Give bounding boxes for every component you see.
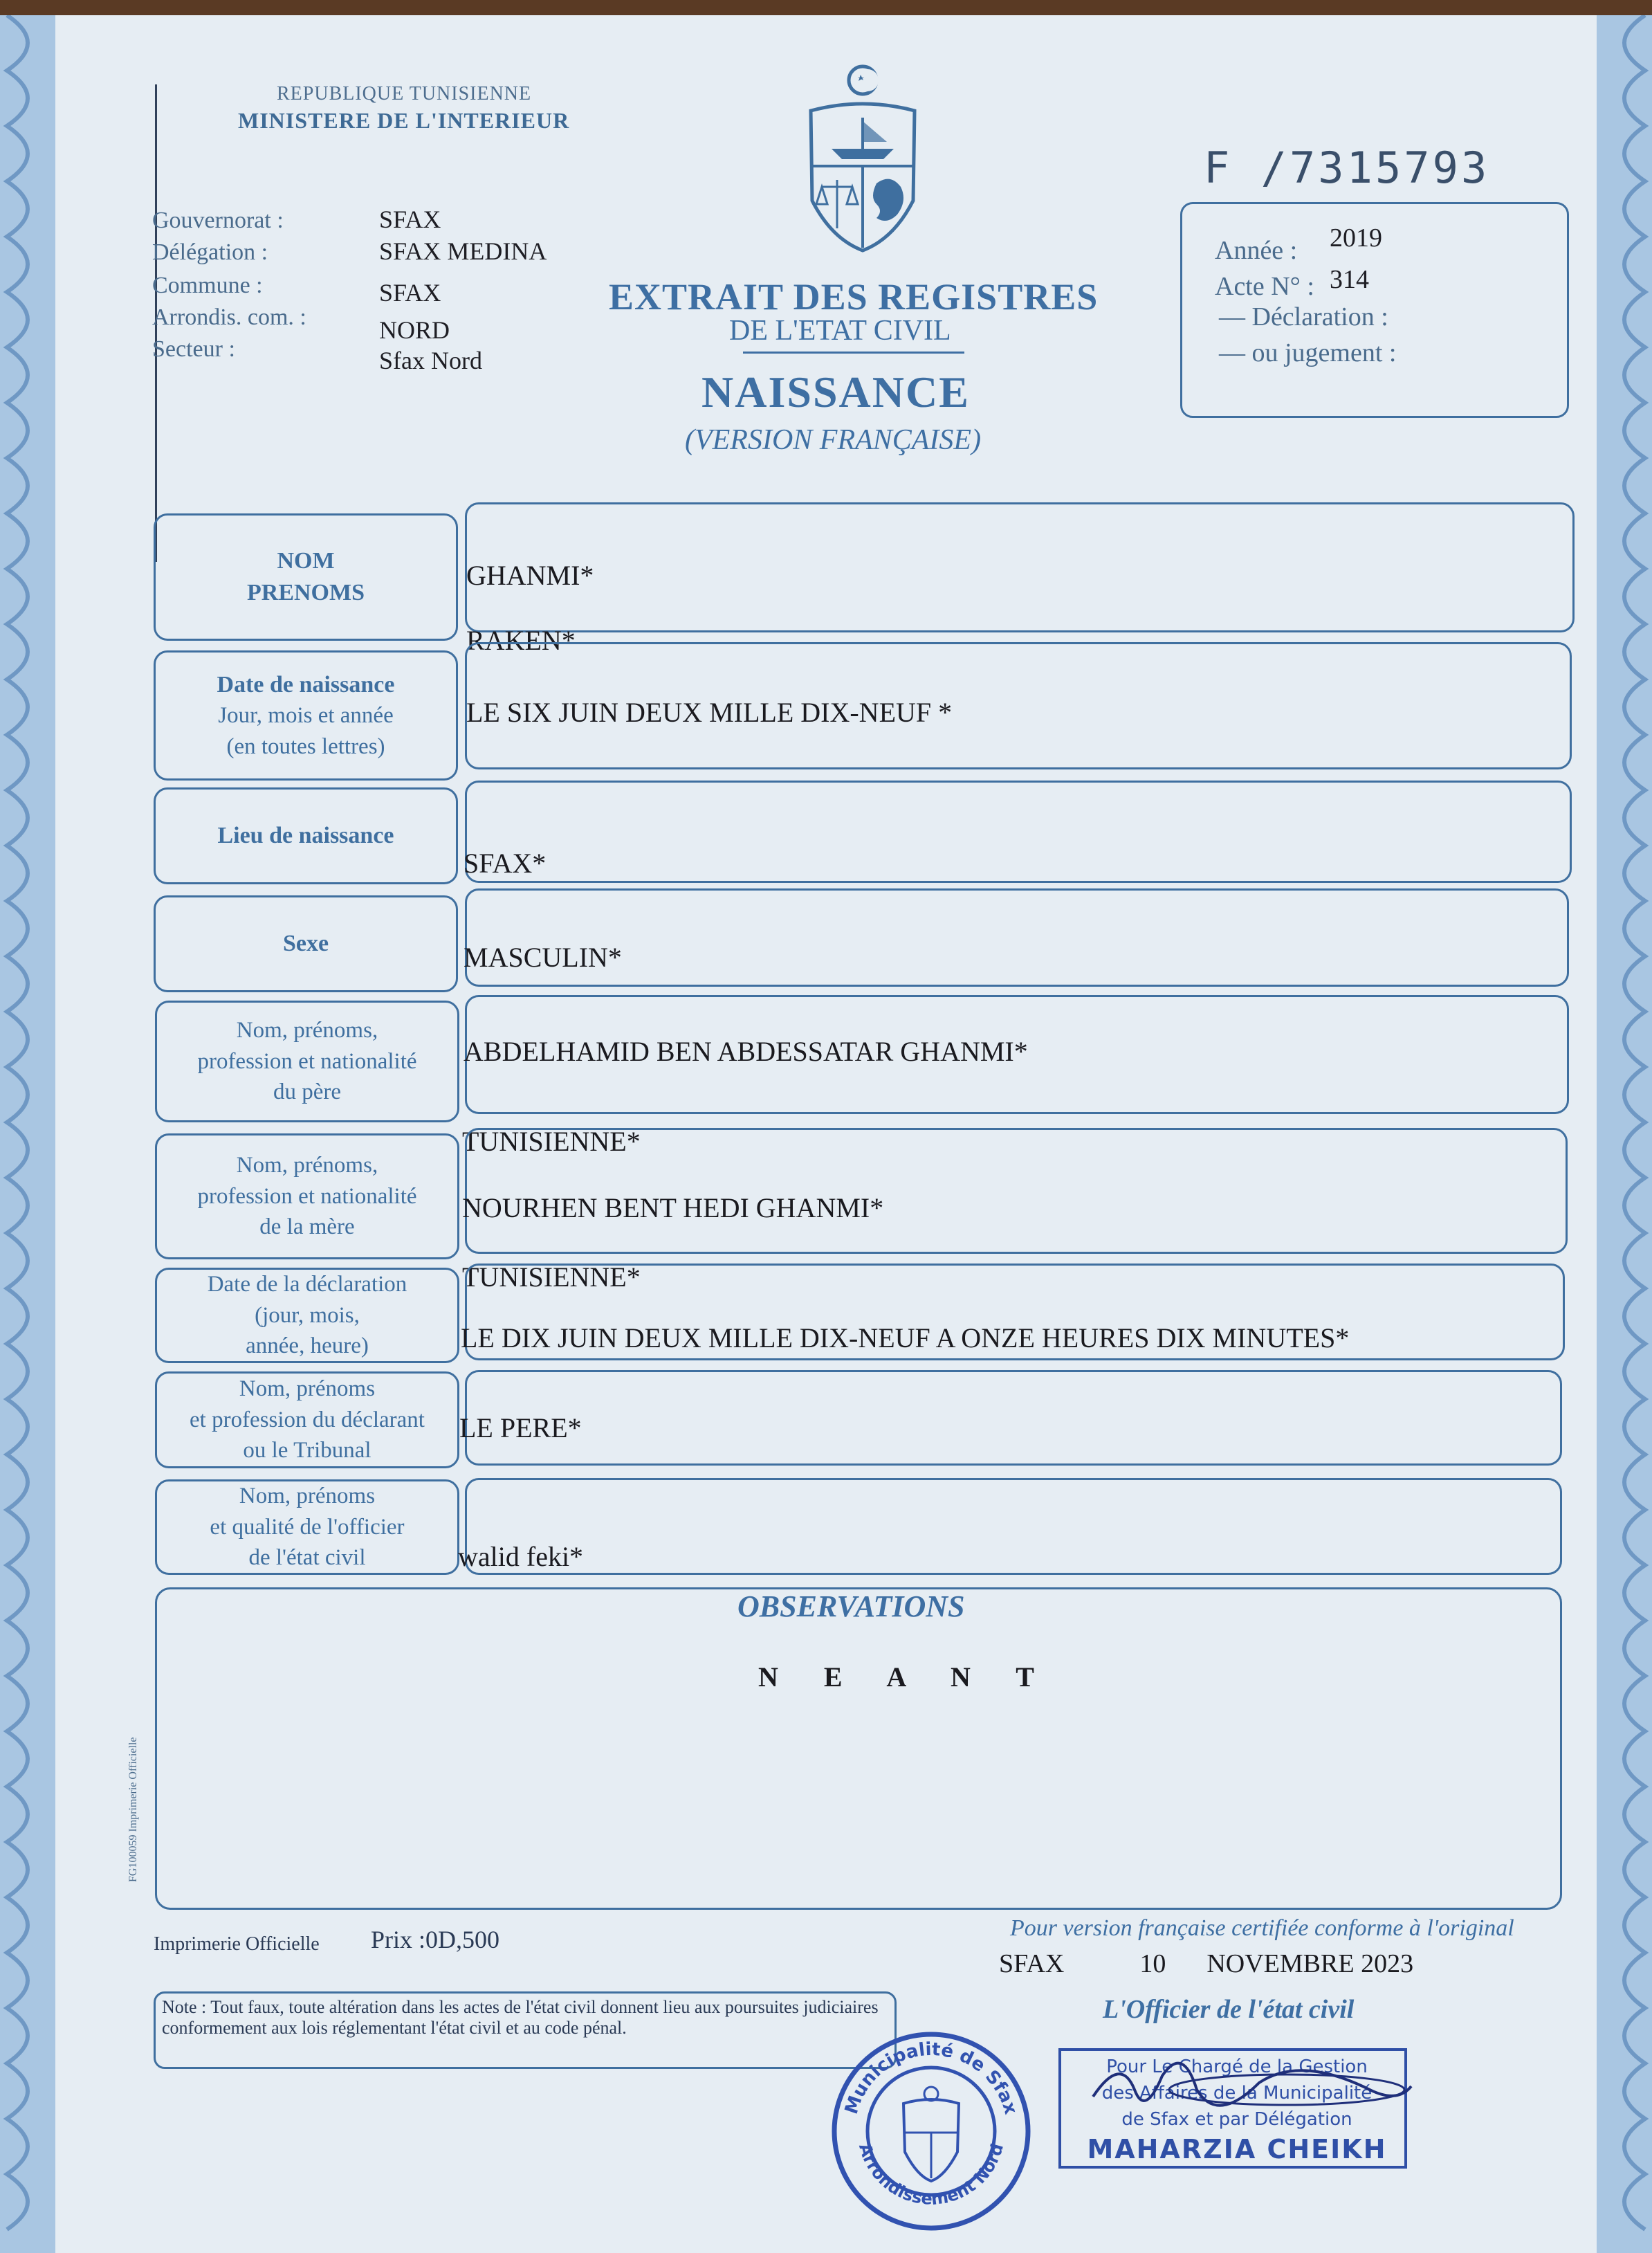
stamp-line1: Pour Le Chargé de la Gestion: [1106, 2056, 1368, 2077]
gouvernorat-value: SFAX: [379, 206, 441, 233]
handwritten-signature: [1079, 2048, 1425, 2131]
ministry-heading: MINISTERE DE L'INTERIEUR: [238, 108, 570, 133]
sex-label: Sexe: [282, 931, 329, 957]
father-value: ABDELHAMID BEN ABDESSATAR GHANMI*: [464, 1036, 1028, 1067]
dob-label-cell: [154, 650, 458, 781]
annee-label: Année :: [1215, 236, 1298, 265]
prenoms-value: RAKEN*: [466, 625, 576, 656]
officer-value-cell: [465, 1478, 1562, 1575]
gouvernorat-label: Gouvernorat :: [152, 208, 284, 233]
secteur-value: Sfax Nord: [379, 347, 482, 374]
acte-label: Acte N° :: [1215, 272, 1314, 301]
prenoms-label: PRENOMS: [247, 580, 365, 605]
left-guilloche-border: [0, 15, 55, 2253]
republic-heading: REPUBLIQUE TUNISIENNE: [277, 83, 532, 104]
document-subtitle: DE L'ETAT CIVIL: [729, 315, 951, 347]
certification-text: Pour version française certifiée conforme à l'original: [1010, 1915, 1514, 1941]
birthplace-value: SFAX*: [464, 848, 547, 879]
commune-value: SFAX: [379, 279, 441, 307]
father-label-cell: [155, 1001, 459, 1122]
observations-title: OBSERVATIONS: [737, 1589, 965, 1623]
observations-box: [155, 1587, 1562, 1910]
officer-value: walid feki*: [458, 1541, 584, 1572]
mother-label-line3: de la mère: [259, 1214, 355, 1240]
officer-label-line1: Nom, prénoms: [239, 1484, 376, 1509]
stamp-line2: des Affaires de la Municipalité: [1101, 2083, 1373, 2104]
mother-value: NOURHEN BENT HEDI GHANMI*: [462, 1192, 884, 1223]
dob-label-title: Date de naissance: [217, 671, 395, 697]
birthplace-value-cell: [465, 781, 1572, 883]
seal-top-text: Municipalité de Sfax: [841, 2038, 1021, 2117]
arrondissement-value: NORD: [379, 316, 450, 344]
mother-label-cell: [155, 1133, 459, 1259]
father-nationality: TUNISIENNE*: [462, 1126, 641, 1157]
document-type: NAISSANCE: [701, 367, 970, 417]
sex-value: MASCULIN*: [464, 942, 622, 973]
delegation-value: SFAX MEDINA: [379, 237, 547, 265]
title-underline: [743, 352, 964, 354]
side-print-code: FG100059 Imprimerie Officielle: [127, 1737, 139, 1882]
issue-day: 10: [1139, 1949, 1166, 1978]
stamp-officer-name: MAHARZIA CHEIKH: [1087, 2134, 1387, 2164]
mother-label-line1: Nom, prénoms,: [236, 1153, 378, 1178]
officer-label-cell: [155, 1479, 459, 1575]
price-label: Prix :0D,500: [371, 1926, 500, 1953]
nom-prenoms-label-cell: [154, 513, 458, 641]
coat-of-arms-icon: [797, 62, 928, 256]
mother-label-line2: profession et nationalité: [197, 1183, 417, 1209]
father-label-line3: du père: [273, 1079, 342, 1105]
declaration-date-label-line1: Date de la déclaration: [207, 1272, 407, 1297]
officer-signature-title: L'Officier de l'état civil: [1103, 1995, 1355, 2024]
imprimerie-label: Imprimerie Officielle: [154, 1933, 320, 1955]
declarant-value-cell: [465, 1370, 1562, 1466]
delegation-label: Délégation :: [152, 239, 268, 265]
declarant-label-line1: Nom, prénoms: [239, 1376, 376, 1402]
nom-prenoms-value-cell: [465, 502, 1575, 632]
dob-label-subtitle: Jour, mois et année: [218, 703, 394, 729]
legal-note-text: Note : Tout faux, toute altération dans les actes de l'état civil donnent lieu aux poursuites judiciaires conformement aux lois réglementant l'état civil et au code pénal.: [162, 1997, 879, 2038]
birthplace-label: Lieu de naissance: [217, 823, 394, 849]
issue-month-year: NOVEMBRE 2023: [1206, 1949, 1414, 1978]
municipal-seal-icon: [827, 2027, 1035, 2235]
officer-label-line3: de l'état civil: [248, 1545, 366, 1571]
jugement-label: — ou jugement :: [1219, 338, 1397, 367]
dob-value: LE SIX JUIN DEUX MILLE DIX-NEUF *: [466, 697, 953, 728]
declaration-date-label-line3: année, heure): [246, 1333, 369, 1359]
sex-label-cell: [154, 895, 458, 992]
observations-value: N E A N T: [758, 1661, 1054, 1693]
document-version: (VERSION FRANÇAISE): [685, 424, 982, 456]
father-label-line1: Nom, prénoms,: [236, 1018, 378, 1043]
commune-label: Commune :: [152, 273, 263, 298]
father-label-line2: profession et nationalité: [197, 1048, 417, 1074]
declaration-date-label-cell: [155, 1268, 459, 1363]
declaration-label: — Déclaration :: [1219, 302, 1388, 331]
document-title: EXTRAIT DES REGISTRES: [609, 276, 1099, 318]
secteur-label: Secteur :: [152, 336, 235, 362]
dob-label-note: (en toutes lettres): [226, 733, 385, 759]
declaration-date-label-line2: (jour, mois,: [255, 1302, 360, 1328]
seal-bottom-text: Arrondissement Nord: [854, 2141, 1007, 2209]
declarant-value: LE PERE*: [459, 1412, 582, 1443]
sex-value-cell: [465, 888, 1569, 987]
annee-value: 2019: [1330, 224, 1382, 253]
nom-value: GHANMI*: [466, 560, 594, 591]
issue-date: [999, 1949, 1413, 1979]
declarant-label-line3: ou le Tribunal: [243, 1438, 371, 1463]
declarant-label-line2: et profession du déclarant: [190, 1407, 425, 1432]
right-guilloche-border: [1597, 15, 1652, 2253]
acte-value: 314: [1330, 265, 1369, 294]
declaration-date-value: LE DIX JUIN DEUX MILLE DIX-NEUF A ONZE HEURES DIX MINUTES*: [461, 1322, 1350, 1353]
serial-number: F /7315793: [1204, 143, 1490, 193]
mother-value-cell: [465, 1128, 1568, 1254]
officer-label-line2: et qualité de l'officier: [210, 1514, 405, 1540]
stamp-line3: de Sfax et par Délégation: [1121, 2109, 1352, 2130]
svg-text:Municipalité de Sfax: [841, 2039, 1021, 2117]
declarant-label-cell: [155, 1371, 459, 1468]
mother-nationality: TUNISIENNE*: [462, 1261, 641, 1293]
birthplace-label-cell: [154, 787, 458, 884]
arrondissement-label: Arrondis. com. :: [152, 304, 306, 330]
nom-label: NOM: [277, 548, 335, 574]
issue-city: SFAX: [999, 1949, 1065, 1978]
